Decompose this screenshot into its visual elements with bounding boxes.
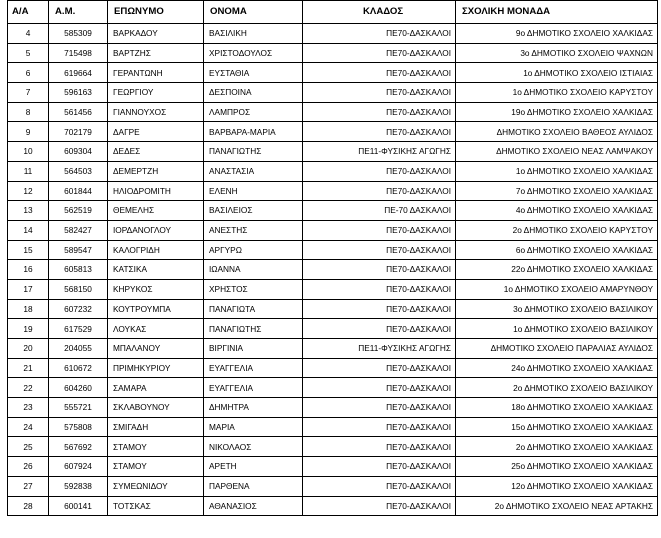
- table-row: [8, 260, 658, 280]
- registry-number: 568150: [49, 279, 108, 299]
- registry-number: 596163: [49, 83, 108, 103]
- row-number: 4: [8, 24, 49, 44]
- first-name-cell: ΠΑΡΘΕΝΑ: [204, 476, 303, 496]
- row-number: 14: [8, 220, 49, 240]
- registry-number: 619664: [49, 63, 108, 83]
- specialty-cell: ΠΕ70-ΔΑΣΚΑΛΟΙ: [303, 319, 456, 339]
- first-name-cell: ΕΛΕΝΗ: [204, 181, 303, 201]
- table-row: [8, 43, 658, 63]
- table-row: [8, 398, 658, 418]
- school-cell: 2ο ΔΗΜΟΤΙΚΟ ΣΧΟΛΕΙΟ ΝΕΑΣ ΑΡΤΑΚΗΣ: [456, 496, 658, 516]
- registry-number: 567692: [49, 437, 108, 457]
- school-cell: 22ο ΔΗΜΟΤΙΚΟ ΣΧΟΛΕΙΟ ΧΑΛΚΙΔΑΣ: [456, 260, 658, 280]
- registry-number: 610672: [49, 358, 108, 378]
- first-name-cell: ΔΕΣΠΟΙΝΑ: [204, 83, 303, 103]
- row-number: 23: [8, 398, 49, 418]
- registry-number: 555721: [49, 398, 108, 418]
- school-cell: 1ο ΔΗΜΟΤΙΚΟ ΣΧΟΛΕΙΟ ΙΣΤΙΑΙΑΣ: [456, 63, 658, 83]
- specialty-cell: ΠΕ70-ΔΑΣΚΑΛΟΙ: [303, 358, 456, 378]
- first-name-cell: ΕΥΑΓΓΕΛΙΑ: [204, 378, 303, 398]
- registry-number: 562519: [49, 201, 108, 221]
- first-name-cell: ΠΑΝΑΓΙΩΤΗΣ: [204, 319, 303, 339]
- surname-cell: ΗΛΙΟΔΡΟΜΙΤΗ: [108, 181, 204, 201]
- surname-cell: ΚΑΤΣΙΚΑ: [108, 260, 204, 280]
- header-name: ΟΝΟΜΑ: [204, 1, 303, 24]
- table-row: [8, 378, 658, 398]
- surname-cell: ΚΗΡΥΚΟΣ: [108, 279, 204, 299]
- table-row: [8, 142, 658, 162]
- school-cell: 2ο ΔΗΜΟΤΙΚΟ ΣΧΟΛΕΙΟ ΚΑΡΥΣΤΟΥ: [456, 220, 658, 240]
- first-name-cell: ΧΡΙΣΤΟΔΟΥΛΟΣ: [204, 43, 303, 63]
- surname-cell: ΣΥΜΕΩΝΙΔΟΥ: [108, 476, 204, 496]
- row-number: 20: [8, 339, 49, 359]
- first-name-cell: ΕΥΣΤΑΘΙΑ: [204, 63, 303, 83]
- header-surname: ΕΠΩΝΥΜΟ: [108, 1, 204, 24]
- registry-number: 204055: [49, 339, 108, 359]
- teachers-table: [7, 0, 658, 516]
- specialty-cell: ΠΕ70-ΔΑΣΚΑΛΟΙ: [303, 398, 456, 418]
- specialty-cell: ΠΕ70-ΔΑΣΚΑΛΟΙ: [303, 181, 456, 201]
- specialty-cell: ΠΕ70-ΔΑΣΚΑΛΟΙ: [303, 43, 456, 63]
- surname-cell: ΓΙΑΝΝΟΥΧΟΣ: [108, 102, 204, 122]
- first-name-cell: ΛΑΜΠΡΟΣ: [204, 102, 303, 122]
- school-cell: 2ο ΔΗΜΟΤΙΚΟ ΣΧΟΛΕΙΟ ΧΑΛΚΙΔΑΣ: [456, 437, 658, 457]
- first-name-cell: ΕΥΑΓΓΕΛΙΑ: [204, 358, 303, 378]
- registry-number: 564503: [49, 161, 108, 181]
- surname-cell: ΔΕΔΕΣ: [108, 142, 204, 162]
- school-cell: 6ο ΔΗΜΟΤΙΚΟ ΣΧΟΛΕΙΟ ΧΑΛΚΙΔΑΣ: [456, 240, 658, 260]
- first-name-cell: ΒΑΣΙΛΕΙΟΣ: [204, 201, 303, 221]
- surname-cell: ΔΑΓΡΕ: [108, 122, 204, 142]
- school-cell: 1ο ΔΗΜΟΤΙΚΟ ΣΧΟΛΕΙΟ ΚΑΡΥΣΤΟΥ: [456, 83, 658, 103]
- table-row: [8, 299, 658, 319]
- row-number: 26: [8, 457, 49, 477]
- registry-number: 609304: [49, 142, 108, 162]
- school-cell: 25ο ΔΗΜΟΤΙΚΟ ΣΧΟΛΕΙΟ ΧΑΛΚΙΔΑΣ: [456, 457, 658, 477]
- school-cell: 1ο ΔΗΜΟΤΙΚΟ ΣΧΟΛΕΙΟ ΧΑΛΚΙΔΑΣ: [456, 161, 658, 181]
- row-number: 16: [8, 260, 49, 280]
- surname-cell: ΣΤΑΜΟΥ: [108, 437, 204, 457]
- specialty-cell: ΠΕ11-ΦΥΣΙΚΗΣ ΑΓΩΓΗΣ: [303, 339, 456, 359]
- surname-cell: ΚΑΛΟΓΡΙΔΗ: [108, 240, 204, 260]
- surname-cell: ΛΟΥΚΑΣ: [108, 319, 204, 339]
- specialty-cell: ΠΕ-70 ΔΑΣΚΑΛΟΙ: [303, 201, 456, 221]
- surname-cell: ΓΕΩΡΓΙΟΥ: [108, 83, 204, 103]
- table-row: [8, 417, 658, 437]
- registry-number: 585309: [49, 24, 108, 44]
- surname-cell: ΣΤΑΜΟΥ: [108, 457, 204, 477]
- specialty-cell: ΠΕ70-ΔΑΣΚΑΛΟΙ: [303, 24, 456, 44]
- surname-cell: ΒΑΡΤΖΗΣ: [108, 43, 204, 63]
- specialty-cell: ΠΕ70-ΔΑΣΚΑΛΟΙ: [303, 240, 456, 260]
- surname-cell: ΙΟΡΔΑΝΟΓΛΟΥ: [108, 220, 204, 240]
- table-row: [8, 83, 658, 103]
- specialty-cell: ΠΕ70-ΔΑΣΚΑΛΟΙ: [303, 220, 456, 240]
- row-number: 17: [8, 279, 49, 299]
- specialty-cell: ΠΕ70-ΔΑΣΚΑΛΟΙ: [303, 102, 456, 122]
- school-cell: 15ο ΔΗΜΟΤΙΚΟ ΣΧΟΛΕΙΟ ΧΑΛΚΙΔΑΣ: [456, 417, 658, 437]
- registry-number: 575808: [49, 417, 108, 437]
- row-number: 28: [8, 496, 49, 516]
- first-name-cell: ΧΡΗΣΤΟΣ: [204, 279, 303, 299]
- specialty-cell: ΠΕ70-ΔΑΣΚΑΛΟΙ: [303, 437, 456, 457]
- first-name-cell: ΑΡΕΤΗ: [204, 457, 303, 477]
- first-name-cell: ΒΑΣΙΛΙΚΗ: [204, 24, 303, 44]
- school-cell: 19ο ΔΗΜΟΤΙΚΟ ΣΧΟΛΕΙΟ ΧΑΛΚΙΔΑΣ: [456, 102, 658, 122]
- header-row: [8, 1, 658, 24]
- row-number: 27: [8, 476, 49, 496]
- table-row: [8, 279, 658, 299]
- table-row: [8, 102, 658, 122]
- first-name-cell: ΜΑΡΙΑ: [204, 417, 303, 437]
- first-name-cell: ΒΑΡΒΑΡΑ-ΜΑΡΙΑ: [204, 122, 303, 142]
- school-cell: 1ο ΔΗΜΟΤΙΚΟ ΣΧΟΛΕΙΟ ΒΑΣΙΛΙΚΟΥ: [456, 319, 658, 339]
- table-row: [8, 201, 658, 221]
- specialty-cell: ΠΕ70-ΔΑΣΚΑΛΟΙ: [303, 417, 456, 437]
- surname-cell: ΣΚΛΑΒΟΥΝΟΥ: [108, 398, 204, 418]
- first-name-cell: ΑΝΑΣΤΑΣΙΑ: [204, 161, 303, 181]
- specialty-cell: ΠΕ70-ΔΑΣΚΑΛΟΙ: [303, 378, 456, 398]
- table-row: [8, 240, 658, 260]
- table-row: [8, 181, 658, 201]
- table-row: [8, 24, 658, 44]
- specialty-cell: ΠΕ70-ΔΑΣΚΑΛΟΙ: [303, 457, 456, 477]
- registry-number: 600141: [49, 496, 108, 516]
- table-row: [8, 220, 658, 240]
- specialty-cell: ΠΕ70-ΔΑΣΚΑΛΟΙ: [303, 279, 456, 299]
- specialty-cell: ΠΕ70-ΔΑΣΚΑΛΟΙ: [303, 63, 456, 83]
- school-cell: ΔΗΜΟΤΙΚΟ ΣΧΟΛΕΙΟ ΝΕΑΣ ΛΑΜΨΑΚΟΥ: [456, 142, 658, 162]
- first-name-cell: ΑΡΓΥΡΩ: [204, 240, 303, 260]
- first-name-cell: ΑΝΕΣΤΗΣ: [204, 220, 303, 240]
- registry-number: 605813: [49, 260, 108, 280]
- row-number: 21: [8, 358, 49, 378]
- row-number: 12: [8, 181, 49, 201]
- surname-cell: ΠΡΙΜΗΚΥΡΙΟΥ: [108, 358, 204, 378]
- table-row: [8, 476, 658, 496]
- header-aa: Α/Α: [8, 1, 49, 24]
- school-cell: ΔΗΜΟΤΙΚΟ ΣΧΟΛΕΙΟ ΒΑΘΕΟΣ ΑΥΛΙΔΟΣ: [456, 122, 658, 142]
- school-cell: 3ο ΔΗΜΟΤΙΚΟ ΣΧΟΛΕΙΟ ΒΑΣΙΛΙΚΟΥ: [456, 299, 658, 319]
- registry-number: 604260: [49, 378, 108, 398]
- surname-cell: ΜΠΑΛΑΝΟΥ: [108, 339, 204, 359]
- school-cell: 9ο ΔΗΜΟΤΙΚΟ ΣΧΟΛΕΙΟ ΧΑΛΚΙΔΑΣ: [456, 24, 658, 44]
- first-name-cell: ΠΑΝΑΓΙΩΤΗΣ: [204, 142, 303, 162]
- registry-number: 561456: [49, 102, 108, 122]
- surname-cell: ΘΕΜΕΛΗΣ: [108, 201, 204, 221]
- row-number: 8: [8, 102, 49, 122]
- table-row: [8, 339, 658, 359]
- row-number: 5: [8, 43, 49, 63]
- specialty-cell: ΠΕ70-ΔΑΣΚΑΛΟΙ: [303, 496, 456, 516]
- surname-cell: ΚΟΥΤΡΟΥΜΠΑ: [108, 299, 204, 319]
- specialty-cell: ΠΕ70-ΔΑΣΚΑΛΟΙ: [303, 83, 456, 103]
- school-cell: 4ο ΔΗΜΟΤΙΚΟ ΣΧΟΛΕΙΟ ΧΑΛΚΙΔΑΣ: [456, 201, 658, 221]
- table-header: [8, 1, 658, 24]
- registry-number: 617529: [49, 319, 108, 339]
- school-cell: 2ο ΔΗΜΟΤΙΚΟ ΣΧΟΛΕΙΟ ΒΑΣΙΛΙΚΟΥ: [456, 378, 658, 398]
- first-name-cell: ΒΙΡΓΙΝΙΑ: [204, 339, 303, 359]
- specialty-cell: ΠΕ70-ΔΑΣΚΑΛΟΙ: [303, 122, 456, 142]
- specialty-cell: ΠΕ70-ΔΑΣΚΑΛΟΙ: [303, 260, 456, 280]
- table-row: [8, 437, 658, 457]
- row-number: 6: [8, 63, 49, 83]
- row-number: 24: [8, 417, 49, 437]
- registry-number: 702179: [49, 122, 108, 142]
- surname-cell: ΣΑΜΑΡΑ: [108, 378, 204, 398]
- table-row: [8, 358, 658, 378]
- header-specialty: ΚΛΑΔΟΣ: [303, 1, 456, 24]
- registry-number: 607924: [49, 457, 108, 477]
- registry-number: 607232: [49, 299, 108, 319]
- row-number: 13: [8, 201, 49, 221]
- school-cell: 3ο ΔΗΜΟΤΙΚΟ ΣΧΟΛΕΙΟ ΨΑΧΝΩΝ: [456, 43, 658, 63]
- school-cell: 12ο ΔΗΜΟΤΙΚΟ ΣΧΟΛΕΙΟ ΧΑΛΚΙΔΑΣ: [456, 476, 658, 496]
- table-body: [8, 24, 658, 516]
- header-school-unit: ΣΧΟΛΙΚΗ ΜΟΝΑΔΑ: [456, 1, 658, 24]
- school-cell: 24ο ΔΗΜΟΤΙΚΟ ΣΧΟΛΕΙΟ ΧΑΛΚΙΔΑΣ: [456, 358, 658, 378]
- row-number: 15: [8, 240, 49, 260]
- first-name-cell: ΔΗΜΗΤΡΑ: [204, 398, 303, 418]
- table-row: [8, 161, 658, 181]
- row-number: 18: [8, 299, 49, 319]
- school-cell: ΔΗΜΟΤΙΚΟ ΣΧΟΛΕΙΟ ΠΑΡΑΛΙΑΣ ΑΥΛΙΔΟΣ: [456, 339, 658, 359]
- row-number: 25: [8, 437, 49, 457]
- registry-number: 582427: [49, 220, 108, 240]
- table-row: [8, 122, 658, 142]
- first-name-cell: ΑΘΑΝΑΣΙΟΣ: [204, 496, 303, 516]
- surname-cell: ΒΑΡΚΑΔΟΥ: [108, 24, 204, 44]
- row-number: 7: [8, 83, 49, 103]
- surname-cell: ΔΕΜΕΡΤΖΗ: [108, 161, 204, 181]
- school-cell: 18ο ΔΗΜΟΤΙΚΟ ΣΧΟΛΕΙΟ ΧΑΛΚΙΔΑΣ: [456, 398, 658, 418]
- surname-cell: ΤΟΤΣΚΑΣ: [108, 496, 204, 516]
- registry-number: 592838: [49, 476, 108, 496]
- row-number: 10: [8, 142, 49, 162]
- row-number: 9: [8, 122, 49, 142]
- table-row: [8, 496, 658, 516]
- table-row: [8, 457, 658, 477]
- table-row: [8, 63, 658, 83]
- surname-cell: ΓΕΡΑΝΤΩΝΗ: [108, 63, 204, 83]
- specialty-cell: ΠΕ70-ΔΑΣΚΑΛΟΙ: [303, 161, 456, 181]
- first-name-cell: ΠΑΝΑΓΙΩΤΑ: [204, 299, 303, 319]
- header-am: Α.Μ.: [49, 1, 108, 24]
- row-number: 11: [8, 161, 49, 181]
- first-name-cell: ΙΩΑΝΝΑ: [204, 260, 303, 280]
- registry-number: 715498: [49, 43, 108, 63]
- specialty-cell: ΠΕ70-ΔΑΣΚΑΛΟΙ: [303, 299, 456, 319]
- school-cell: 7ο ΔΗΜΟΤΙΚΟ ΣΧΟΛΕΙΟ ΧΑΛΚΙΔΑΣ: [456, 181, 658, 201]
- specialty-cell: ΠΕ70-ΔΑΣΚΑΛΟΙ: [303, 476, 456, 496]
- teachers-table-container: [7, 0, 658, 516]
- surname-cell: ΣΜΙΓΑΔΗ: [108, 417, 204, 437]
- first-name-cell: ΝΙΚΟΛΑΟΣ: [204, 437, 303, 457]
- table-row: [8, 319, 658, 339]
- row-number: 19: [8, 319, 49, 339]
- specialty-cell: ΠΕ11-ΦΥΣΙΚΗΣ ΑΓΩΓΗΣ: [303, 142, 456, 162]
- registry-number: 589547: [49, 240, 108, 260]
- school-cell: 1ο ΔΗΜΟΤΙΚΟ ΣΧΟΛΕΙΟ ΑΜΑΡΥΝΘΟΥ: [456, 279, 658, 299]
- row-number: 22: [8, 378, 49, 398]
- registry-number: 601844: [49, 181, 108, 201]
